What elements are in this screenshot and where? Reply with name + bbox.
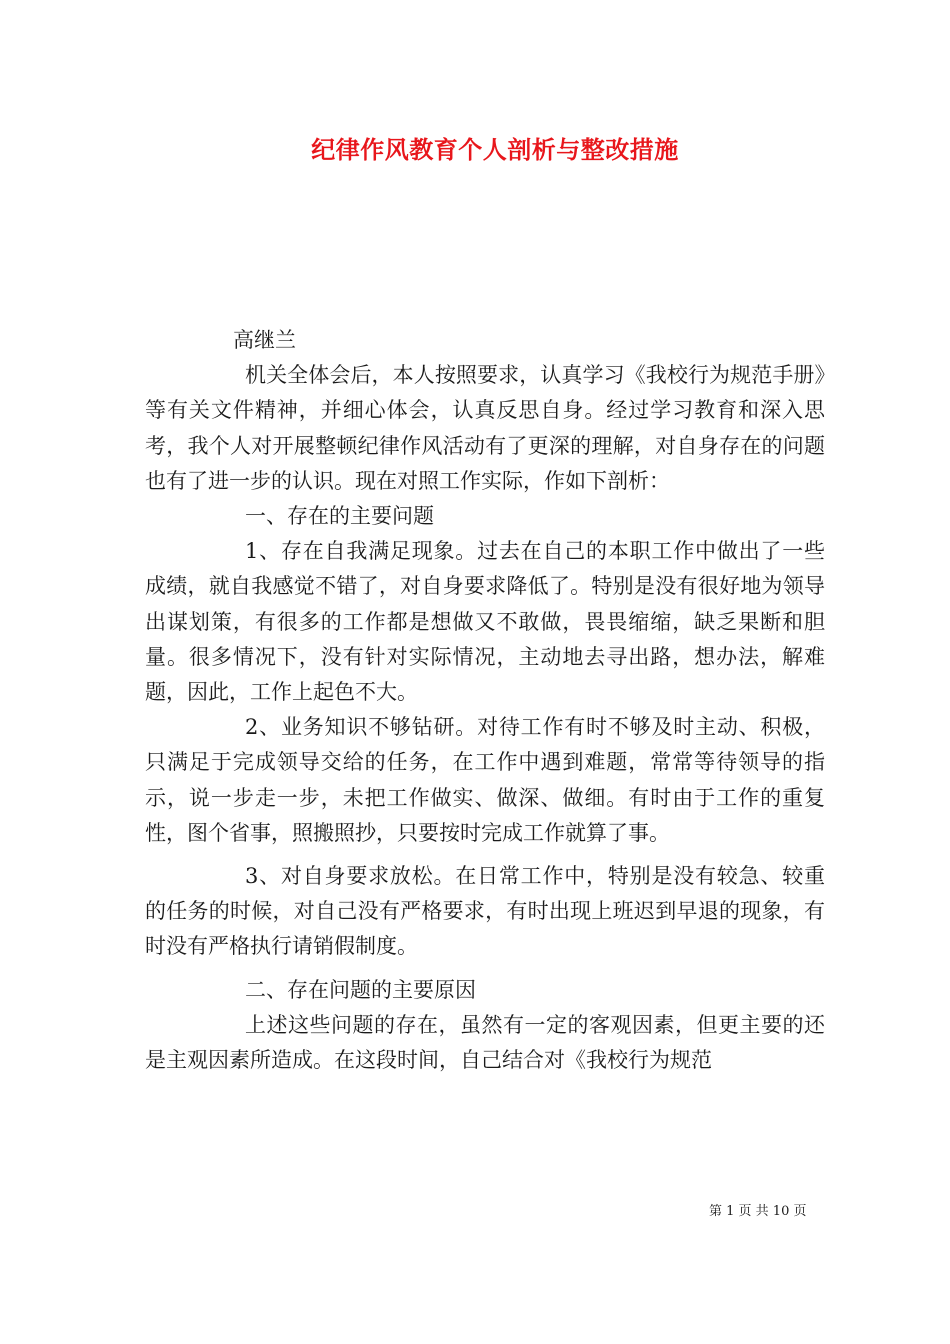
author-name: 高继兰 [233,328,296,352]
paragraph-item-1: 1、存在自我满足现象。过去在自己的本职工作中做出了一些成绩，就自我感觉不错了，对自身要求降低了。特别是没有很好地为领导出谋划策，有很多的工作都是想做又不敢做，畏畏缩缩，缺乏果断和胆量。很多情况下，没有针对实际情况，主动地去寻出路，想办法，解难题，因此，工作上起色不大。 [145,539,825,705]
document-title: 纪律作风教育个人剖析与整改措施 [311,135,679,164]
section-heading-problems: 一、存在的主要问题 [245,504,434,529]
document-body [145,323,825,1078]
page-number-footer: 第 1 页 共 10 页 [709,1204,807,1219]
paragraph-item-3: 3、对自身要求放松。在日常工作中，特别是没有较急、较重的任务的时候，对自己没有严格要求，有时出现上班迟到早退的现象，有时没有严格执行请销假制度。 [145,864,825,959]
paragraph-intro: 机关全体会后，本人按照要求，认真学习《我校行为规范手册》等有关文件精神，并细心体会，认真反思自身。经过学习教育和深入思考，我个人对开展整顿纪律作风活动有了更深的理解，对自身存在的问题也有了进一步的认识。现在对照工作实际，作如下剖析： [145,363,825,493]
paragraph-item-2: 2、业务知识不够钻研。对待工作有时不够及时主动、积极，只满足于完成领导交给的任务，在工作中遇到难题，常常等待领导的指示，说一步走一步，未把工作做实、做深、做细。有时由于工作的重复性，图个省事，照搬照抄，只要按时完成工作就算了事。 [145,715,825,845]
paragraph-cause-1: 上述这些问题的存在，虽然有一定的客观因素，但更主要的还是主观因素所造成。在这段时间，自己结合对《我校行为规范 [145,1012,825,1073]
section-heading-causes: 二、存在问题的主要原因 [245,977,476,1002]
